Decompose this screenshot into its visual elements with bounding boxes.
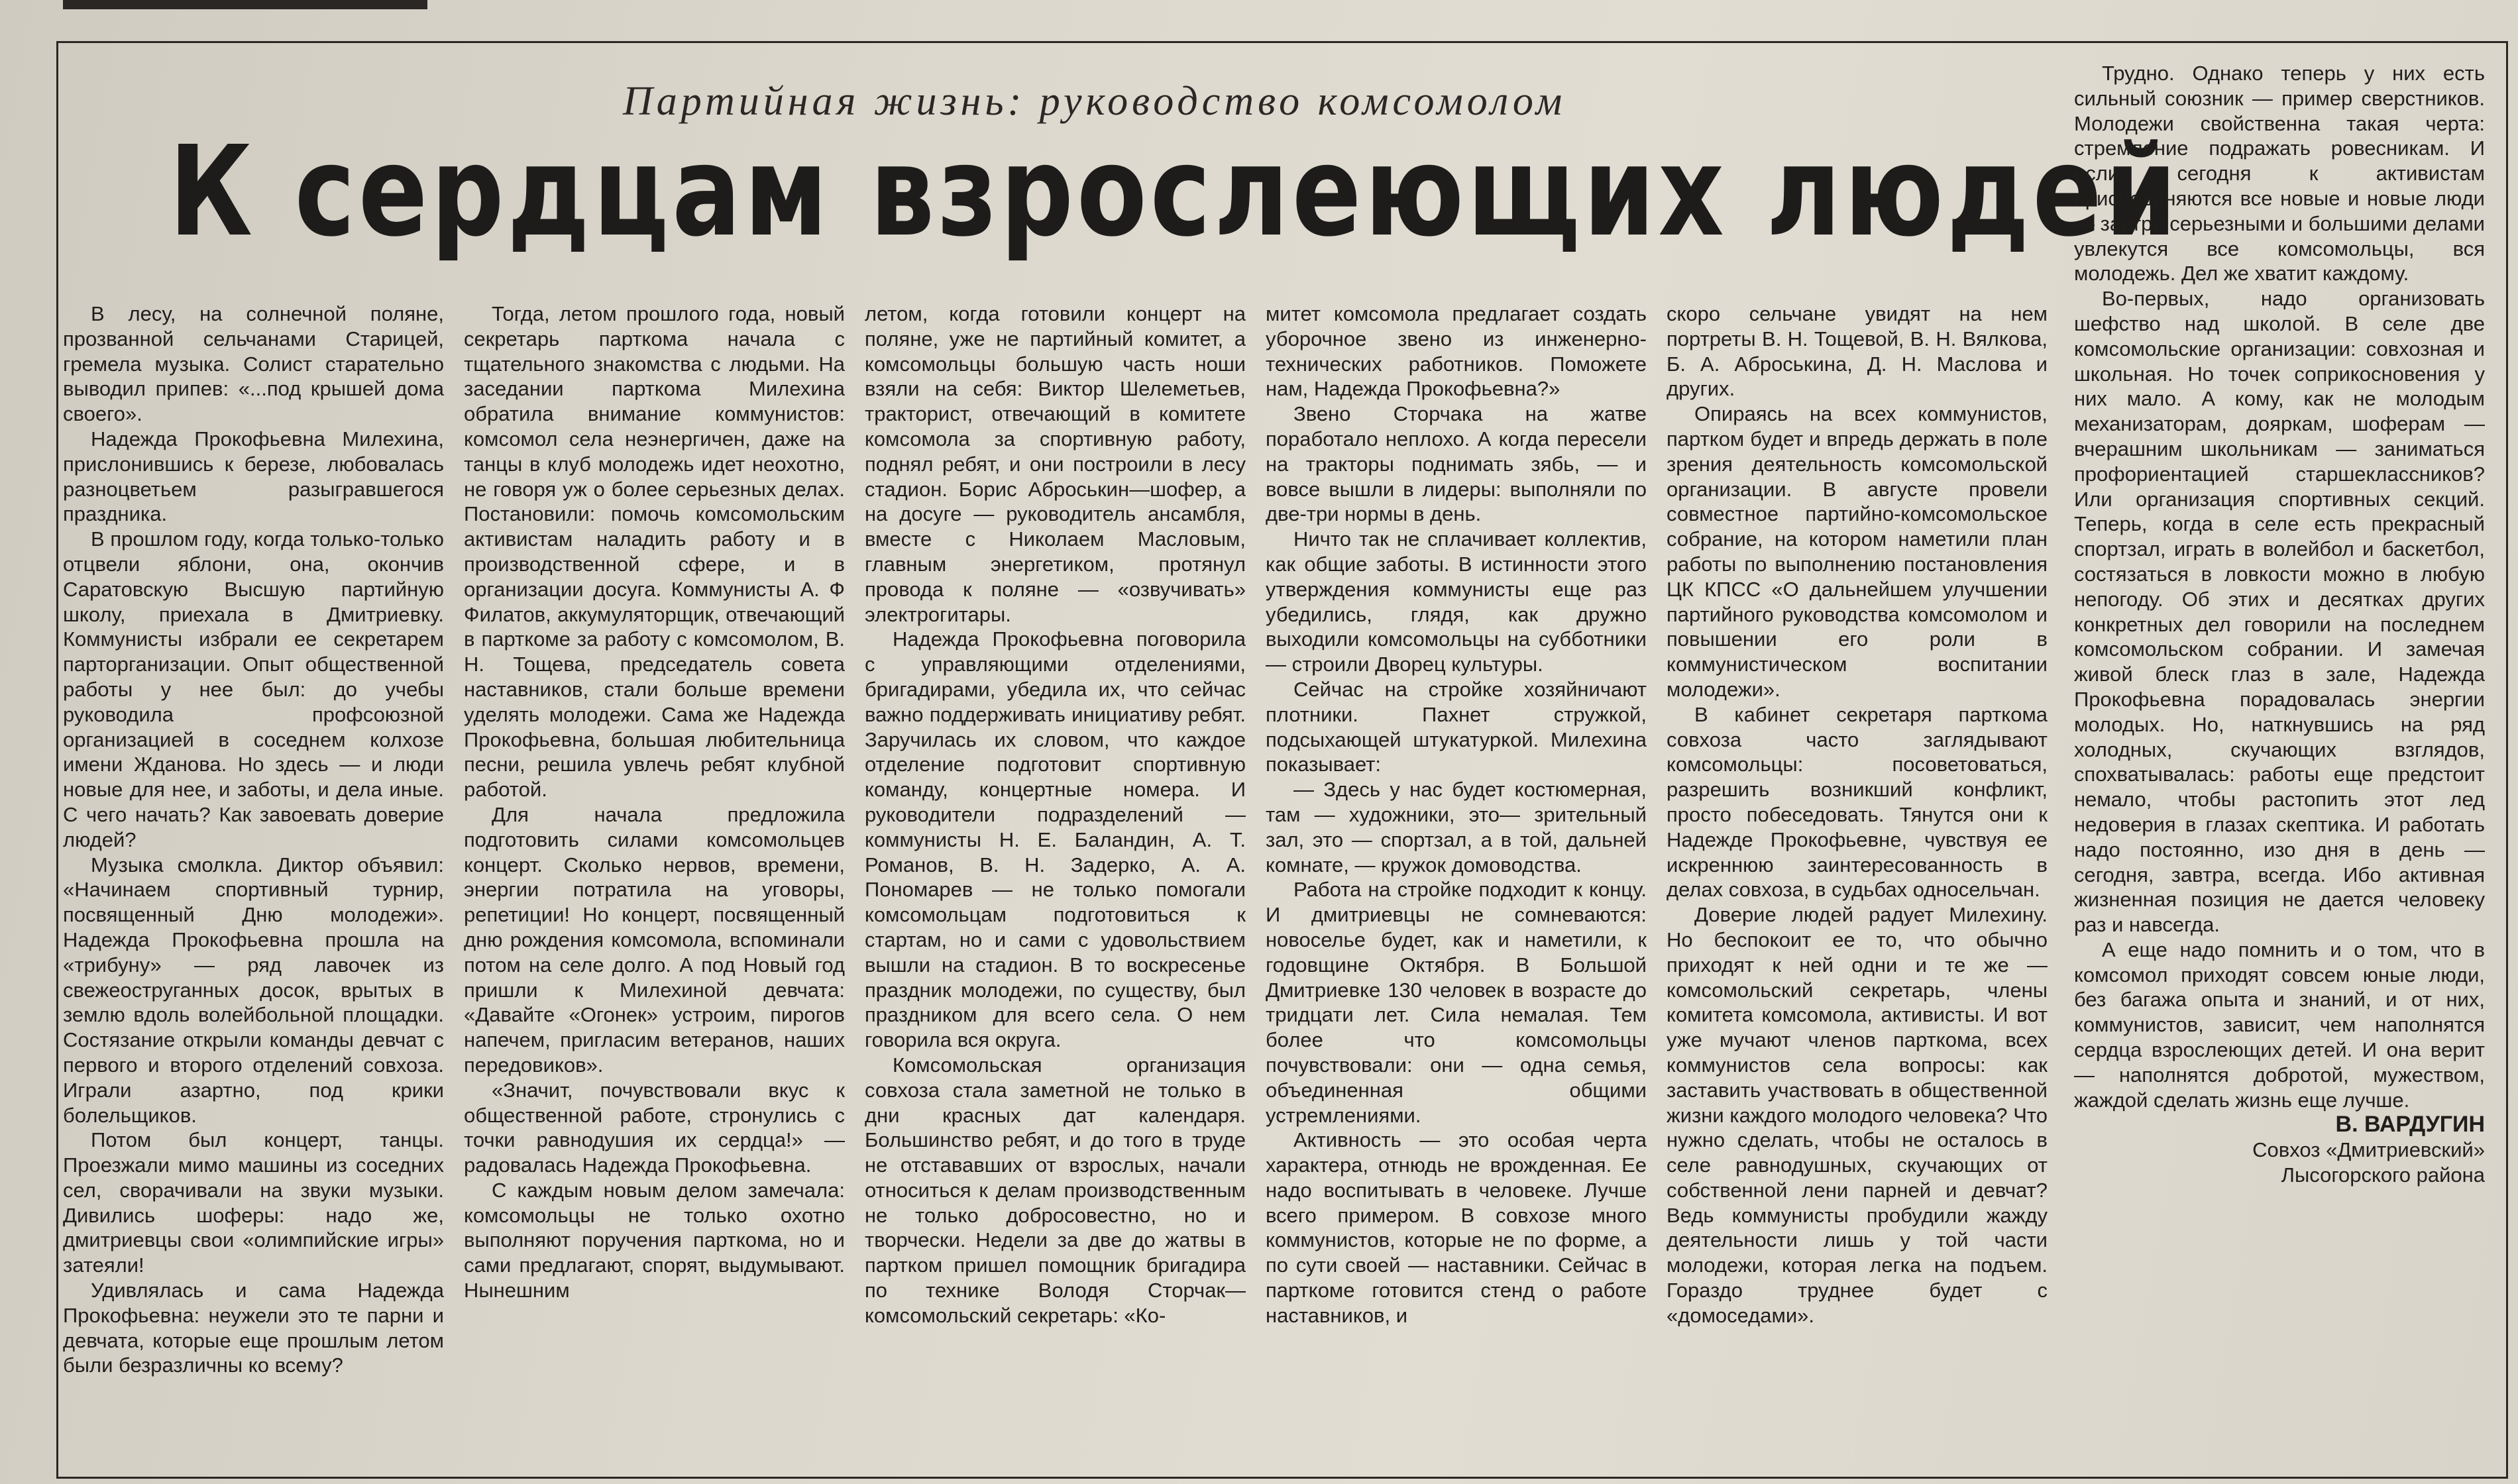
paragraph: Комсомольская организация совхоза стала заметной не только в дни красных дат календаря. Большинство ребят, и до того в труде не отстававших от взрослых, начали относиться к делам производственным не только добросовестно, но и творчески. Недели за две до жатвы в партком пришел помощник бригадира по технике Володя Сторчак—комсомольский секретарь: «Ко-	[865, 1053, 1246, 1327]
paragraph: С каждым новым делом замечала: комсомольцы не только охотно выполняют поручения парткома, но и сами предлагают, спорят, выдумывают. Нынешним	[464, 1178, 845, 1302]
paragraph: Работа на стройке подходит к концу. И дмитриевцы не сомневаются: новоселье будет, как и наметили, к годовщине Октября. В Большой Дмитриевке 130 человек в возрасте до тридцати лет. Сила немалая. Тем более что комсомольцы почувствовали: они — одна семья, объединенная общими устремлениями.	[1266, 878, 1647, 1127]
author-place-line-2: Лысогорского района	[2281, 1163, 2485, 1187]
paragraph: Потом был концерт, танцы. Проезжали мимо машины из соседних сел, сворачивали на звуки музыки. Дивились шоферы: надо же, дмитриевцы свои «олимпийские игры» затеяли!	[63, 1128, 444, 1277]
paragraph: Тогда, летом прошлого года, новый секретарь парткома начала с тщательного знакомства с людьми. На заседании парткома Милехина обратила внимание коммунистов: комсомол села неэнергичен, даже на танцы в клуб молодежь идет неохотно, не говоря уж о более серьезных делах. Постановили: помочь комсомольским активистам наладить работу и в производственной сфере, и в организации досуга. Коммунисты А. Ф Филатов, аккумуляторщик, отвечающий в парткоме за работу с комсомолом, В. Н. Тощева, председатель совета наставников, стали больше времени уделять молодежи. Сама же Надежда Прокофьевна, большая любительница песни, решила увлечь ребят клубной работой.	[464, 302, 845, 802]
paragraph: скоро сельчане увидят на нем портреты В. Н. Тощевой, В. Н. Вялкова, Б. А. Аброськина, Д. Н. Маслова и других.	[1667, 302, 2048, 401]
paragraph: митет комсомола предлагает создать уборочное звено из инженерно-технических работников. Поможете нам, Надежда Прокофьевна?»	[1266, 302, 1647, 401]
paragraph: — Здесь у нас будет костюмерная, там — художники, это— зрительный зал, это — спортзал, а в той, дальней комнате, — кружок домоводства.	[1266, 778, 1647, 876]
paragraph: Трудно. Однако теперь у них есть сильный союзник — пример сверстников. Молодежи свойственна такая черта: стремление подражать ровесникам. И если сегодня к активистам присоединяются все новые и новые люди — завтра серьезными и большими делами увлекутся все комсомольцы, вся молодежь. Дел же хватит каждому.	[2074, 62, 2485, 286]
paragraph: Удивлялась и сама Надежда Прокофьевна: неужели это те парни и девчата, которые еще прошлым летом были безразличны ко всему?	[63, 1279, 444, 1377]
paragraph: Ничто так не сплачивает коллектив, как общие заботы. В истинности этого утверждения коммунисты еще раз убедились, глядя, как дружно выходили комсомольцы на субботники — строили Дворец культуры.	[1266, 527, 1647, 676]
text-column-6	[2074, 61, 2485, 1479]
text-column-2	[464, 301, 845, 1477]
text-column-3	[865, 301, 1246, 1477]
text-column-4	[1266, 301, 1647, 1477]
author-place-line-1: Совхоз «Дмитриевский»	[2252, 1138, 2485, 1162]
paragraph: Надежда Прокофьевна Милехина, прислонившись к березе, любовалась разноцветьем разыгравшегося праздника.	[63, 427, 444, 526]
paragraph: летом, когда готовили концерт на поляне, уже не партийный комитет, а комсомольцы большую часть ноши взяли на себя: Виктор Шелеметьев, тракторист, отвечающий в комитете комсомола за спортивную работу, поднял ребят, и они построили в лесу стадион. Борис Аброськин—шофер, а на досуге — руководитель ансамбля, вместе с Николаем Масловым, главным энергетиком, протянул провода к поляне — «озвучивать» электрогитары.	[865, 302, 1246, 626]
author-signature: В. ВАРДУГИН	[2335, 1112, 2485, 1138]
paragraph: Звено Сторчака на жатве поработало неплохо. А когда пересели на тракторы поднимать зябь, — и вовсе вышли в лидеры: выполняли по две-три нормы в день.	[1266, 402, 1647, 526]
paragraph: Опираясь на всех коммунистов, партком будет и впредь держать в поле зрения деятельность комсомольской организации. В августе провели совместное партийно-комсомольское собрание, на котором наметили план работы по выполнению постановления ЦК КПСС «О дальнейшем улучшении партийного руководства комсомолом и повышении его роли в коммунистическом воспитании молодежи».	[1667, 402, 2048, 701]
paragraph: Для начала предложила подготовить силами комсомольцев концерт. Сколько нервов, времени, энергии потратила на уговоры, репетиции! Но концерт, посвященный дню рождения комсомола, вспоминали потом на селе долго. А под Новый год пришли к Милехиной девчата: «Давайте «Огонек» устроим, пирогов напечем, пригласим ветеранов, наших передовиков».	[464, 802, 845, 1077]
section-tab	[63, 0, 427, 9]
article-kicker: Партийная жизнь: руководство комсомолом	[623, 79, 1566, 124]
paragraph: В лесу, на солнечной поляне, прозванной сельчанами Старицей, гремела музыка. Солист старательно выводил припев: «...под крышей дома своего».	[63, 302, 444, 426]
text-column-1	[63, 301, 444, 1477]
paragraph: Музыка смолкла. Диктор объявил: «Начинаем спортивный турнир, посвященный Дню молодежи». Надежда Прокофьевна прошла на «трибуну» — ряд лавочек из свежеоструганных досок, врытых в землю вдоль волейбольной площадки. Состязание открыли команды девчат с первого и второго отделений совхоза. Играли азартно, под крики болельщиков.	[63, 853, 444, 1127]
paragraph: Надежда Прокофьевна поговорила с управляющими отделениями, бригадирами, убедила их, что сейчас важно поддерживать инициативу ребят. Заручилась их словом, что каждое отделение подготовит спортивную команду, концертные номера. И руководители подразделений — коммунисты Н. Е. Баландин, А. Т. Романов, В. Н. Задерко, А. А. Пономарев — не только помогали комсомольцам подготовиться к стартам, но и сами с удовольствием вышли на стадион. В то воскресенье праздник молодежи, по существу, был праздником для всего села. О нем говорила вся округа.	[865, 627, 1246, 1052]
paragraph: Доверие людей радует Милехину. Но беспокоит ее то, что обычно приходят к ней одни и те же — комсомольский секретарь, члены комитета комсомола, активисты. И вот уже мучают членов парткома, всех коммунистов села вопросы: как заставить участвовать в общественной жизни каждого молодого человека? Что нужно сделать, чтобы не осталось в селе равнодушных, скучающих от собственной лени парней и девчат? Ведь коммунисты пробудили жажду деятельности лишь у той части молодежи, которая легка на подъем. Гораздо труднее будет с «домоседами».	[1667, 903, 2048, 1327]
paragraph: А еще надо помнить и о том, что в комсомол приходят совсем юные люди, без багажа опыта и знаний, и от них, коммунистов, зависит, чем наполнятся сердца взрослеющих детей. И она верит — наполнятся добротой, мужеством, жаждой сделать жизнь еще лучше.	[2074, 937, 2485, 1112]
paragraph: Во-первых, надо организовать шефство над школой. В селе две комсомольские организации: совхозная и школьная. Но точек соприкосновения у них мало. А кому, как не молодым механизаторам, дояркам, шоферам — вчерашним школьникам — заниматься профориентацией старшеклассников? Или организация спортивных секций. Теперь, когда в селе есть прекрасный спортзал, играть в волейбол и баскетбол, состязаться в ловкости можно в любую непогоду. Об этих и десятках других конкретных дел говорили на последнем комсомольском собрании. И замечая живой блеск глаз в зале, Надежда Прокофьевна порадовалась энергии молодых. Но, наткнувшись на ряд холодных, скучающих взглядов, спохватывалась: работы еще предстоит немало, чтобы растопить этот лед недоверия в глазах скептика. И работать надо постоянно, изо дня в день — сегодня, завтра, всегда. Ибо активная жизненная позиция не дается человеку раз и навсегда.	[2074, 287, 2485, 937]
paragraph: Сейчас на стройке хозяйничают плотники. Пахнет стружкой, подсыхающей штукатуркой. Милехина показывает:	[1266, 677, 1647, 776]
paragraph: Активность — это особая черта характера, отнюдь не врожденная. Ее надо воспитывать в человеке. Лучше всего примером. В совхозе много коммунистов, которые не по форме, а по сути своей — наставники. Сейчас в парткоме готовится стенд о работе наставников, и	[1266, 1128, 1647, 1327]
paragraph: В кабинет секретаря парткома совхоза часто заглядывают комсомольцы: посоветоваться, разрешить возникший конфликт, просто побеседовать. Тянутся они к Надежде Прокофьевне, чувствуя ее искреннюю заинтересованность в делах совхоза, в судьбах односельчан.	[1667, 702, 2048, 902]
paragraph: В прошлом году, когда только-только отцвели яблони, она, окончив Саратовскую Высшую партийную школу, приехала в Дмитриевку. Коммунисты избрали ее секретарем парторганизации. Опыт общественной работы у нее был: до учебы руководила профсоюзной организацией в соседнем колхозе имени Жданова. Но здесь — и люди новые для нее, и заботы, и дела иные. С чего начать? Как завоевать доверие людей?	[63, 527, 444, 851]
article-headline: К сердцам взрослеющих людей	[169, 119, 2180, 264]
paragraph: «Значит, почувствовали вкус к общественной работе, стронулись с точки равнодушия их сердца!» — радовалась Надежда Прокофьевна.	[464, 1078, 845, 1177]
text-column-5	[1667, 301, 2048, 1477]
